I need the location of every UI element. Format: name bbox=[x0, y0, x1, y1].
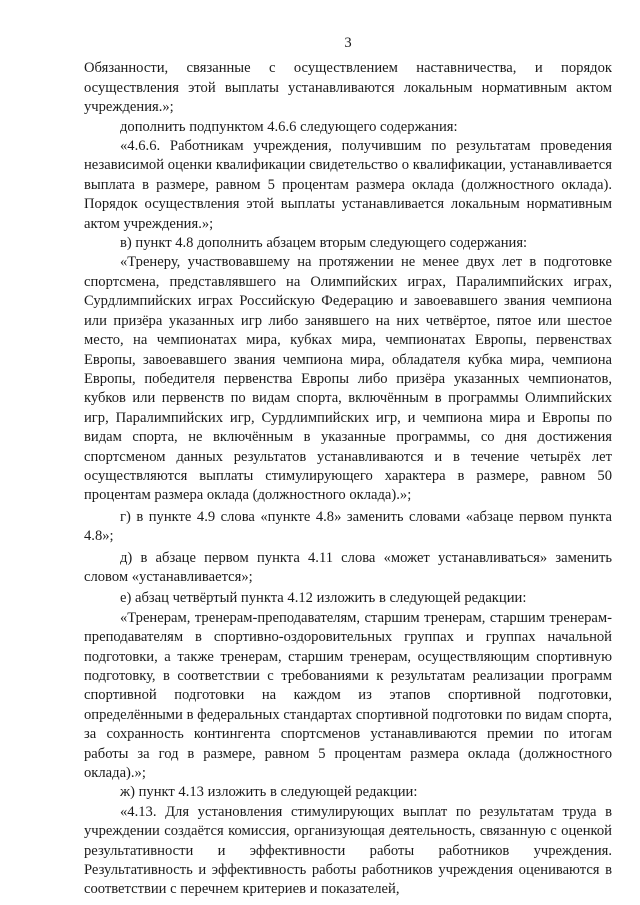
paragraph-item-d: д) в абзаце первом пункта 4.11 слова «может устанавливаться» заменить словом «устанавливается»; bbox=[84, 549, 612, 585]
paragraph-subpoint-413: «4.13. Для установления стимулирующих выплат по результатам труда в учреждении создаётся комиссия, организующая деятельность, связанную с оценкой результативности и эффективности работы работников учреждения. Результативность и эффективность работы работников учреждения оцениваются в соответствии с перечнем критериев и показателей, bbox=[84, 803, 612, 898]
document-page bbox=[84, 34, 612, 900]
paragraph-item-g: г) в пункте 4.9 слова «пункте 4.8» заменить словами «абзаце первом пункта 4.8»; bbox=[84, 508, 612, 545]
paragraph-item-zh: ж) пункт 4.13 изложить в следующей редакции: bbox=[120, 784, 418, 801]
paragraph-obligations: Обязанности, связанные с осуществлением наставничества, и порядок осуществления этой выплаты устанавливаются локальным нормативным актом учреждения.»; bbox=[84, 60, 612, 116]
paragraph-add-subpoint-466: дополнить подпунктом 4.6.6 следующего содержания: bbox=[120, 118, 458, 135]
paragraph-coaches-bonus: «Тренерам, тренерам-преподавателям, старшим тренерам, старшим тренерам-преподавателям в спортивно-оздоровительных группах и группах начальной подготовки, а также тренерам, старшим тренерам, осуществляющим спортивную подготовку, в соответствии с требованиями к результатам реализации программ спортивной подготовки на каждом из этапов спортивной подготовки, определёнными в федеральных стандартах спортивной подготовки по видам спорта, за сохранность контингента спортсменов устанавливаются премии по итогам работы за год в размере, равном 5 процентам размера оклада (должностного оклада).»; bbox=[84, 609, 612, 782]
paragraph-item-v: в) пункт 4.8 дополнить абзацем вторым следующего содержания: bbox=[120, 235, 528, 252]
paragraph-coach-award: «Тренеру, участвовавшему на протяжении не менее двух лет в подготовке спортсмена, представлявшего на Олимпийских играх, Паралимпийских играх, Сурдлимпийских играх Российскую Федерацию и завоевавшего звания чемпиона или призёра указанных игр либо занявшего на них четвёртое, пятое или шестое место, на чемпионатах мира, кубках мира, чемпионатах Европы, первенствах Европы, завоевавшего звания чемпиона мира, обладателя кубка мира, чемпиона Европы, победителя первенства Европы либо призёра указанных чемпионатов, кубков или первенств по видам спорта, включённым в программы Олимпийских игр, Паралимпийских игр, Сурдлимпийских игр, и чемпиона мира и Европы по видам спорта, не включённым в указанные программы, со дня достижения спортсменом данных результатов устанавливаются и в течение четырёх лет осуществляются выплаты стимулирующего характера в размере, равном 50 процентам размера оклада (должностного оклада).»; bbox=[84, 254, 612, 504]
page-number: 3 bbox=[344, 35, 352, 51]
paragraph-subpoint-466: «4.6.6. Работникам учреждения, получившим по результатам проведения независимой оценки квалификации свидетельство о квалификации, устанавливается выплата в размере, равном 5 процентам размера оклада (должностного оклада). Порядок осуществления этой выплаты устанавливается локальным нормативным актом учреждения.»; bbox=[84, 138, 612, 232]
paragraph-item-e: е) абзац четвёртый пункта 4.12 изложить в следующей редакции: bbox=[120, 590, 527, 607]
